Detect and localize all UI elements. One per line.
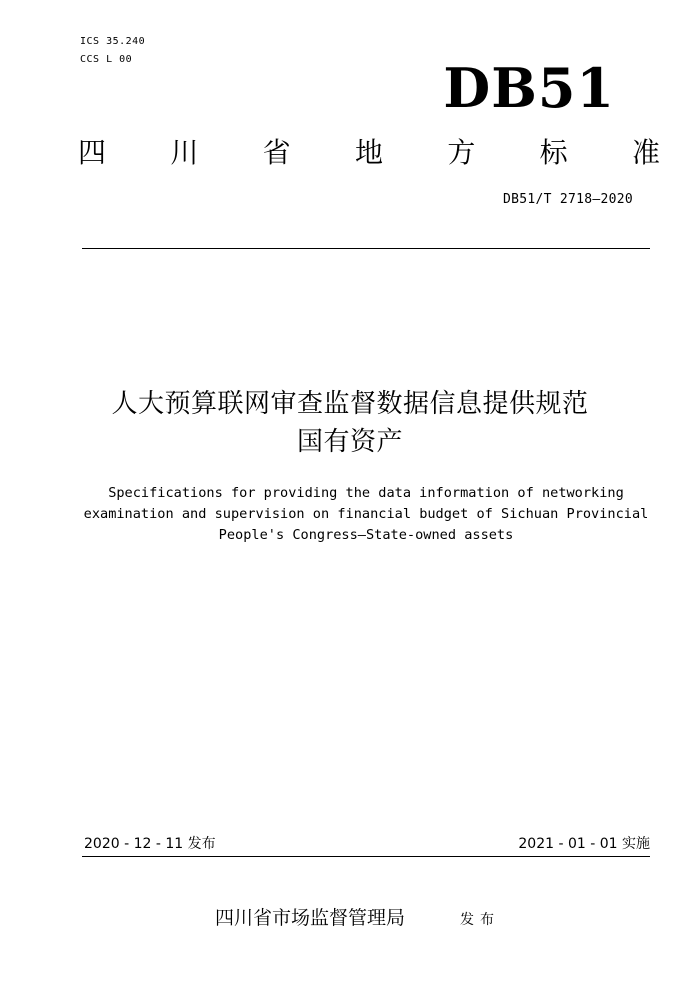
footer-divider: [82, 856, 650, 857]
implementation-date: 2021 - 01 - 01 实施: [518, 836, 650, 852]
standard-type-char: 准: [631, 136, 660, 169]
standard-type-char: 四: [78, 136, 107, 169]
standard-type-char: 地: [354, 136, 383, 169]
ccs-code: CCS L 00: [80, 54, 133, 65]
issuing-authority: 四川省市场监督管理局: [215, 907, 406, 929]
ics-code: ICS 35.240: [80, 36, 146, 47]
standard-type-heading: [78, 136, 660, 170]
db51-logo: DB51: [443, 56, 615, 120]
standard-number: DB51/T 2718—2020: [502, 192, 633, 207]
english-title-line-2: examination and supervision on financial budget of Sichuan Provincial: [83, 506, 649, 522]
standard-type-char: 标: [539, 136, 568, 169]
standard-type-char: 省: [262, 136, 291, 169]
standard-type-char: 川: [170, 136, 199, 169]
header-divider: [82, 248, 650, 249]
chinese-title-line-2: 国有资产: [296, 427, 403, 457]
english-title-line-1: Specifications for providing the data information of networking: [108, 485, 624, 501]
english-title-line-3: People's Congress—State-owned assets: [218, 527, 514, 543]
issue-label: 发布: [460, 912, 500, 928]
chinese-title-line-1: 人大预算联网审查监督数据信息提供规范: [111, 389, 589, 419]
standard-type-char: 方: [447, 136, 476, 169]
publish-date: 2020 - 12 - 11 发布: [84, 836, 216, 852]
